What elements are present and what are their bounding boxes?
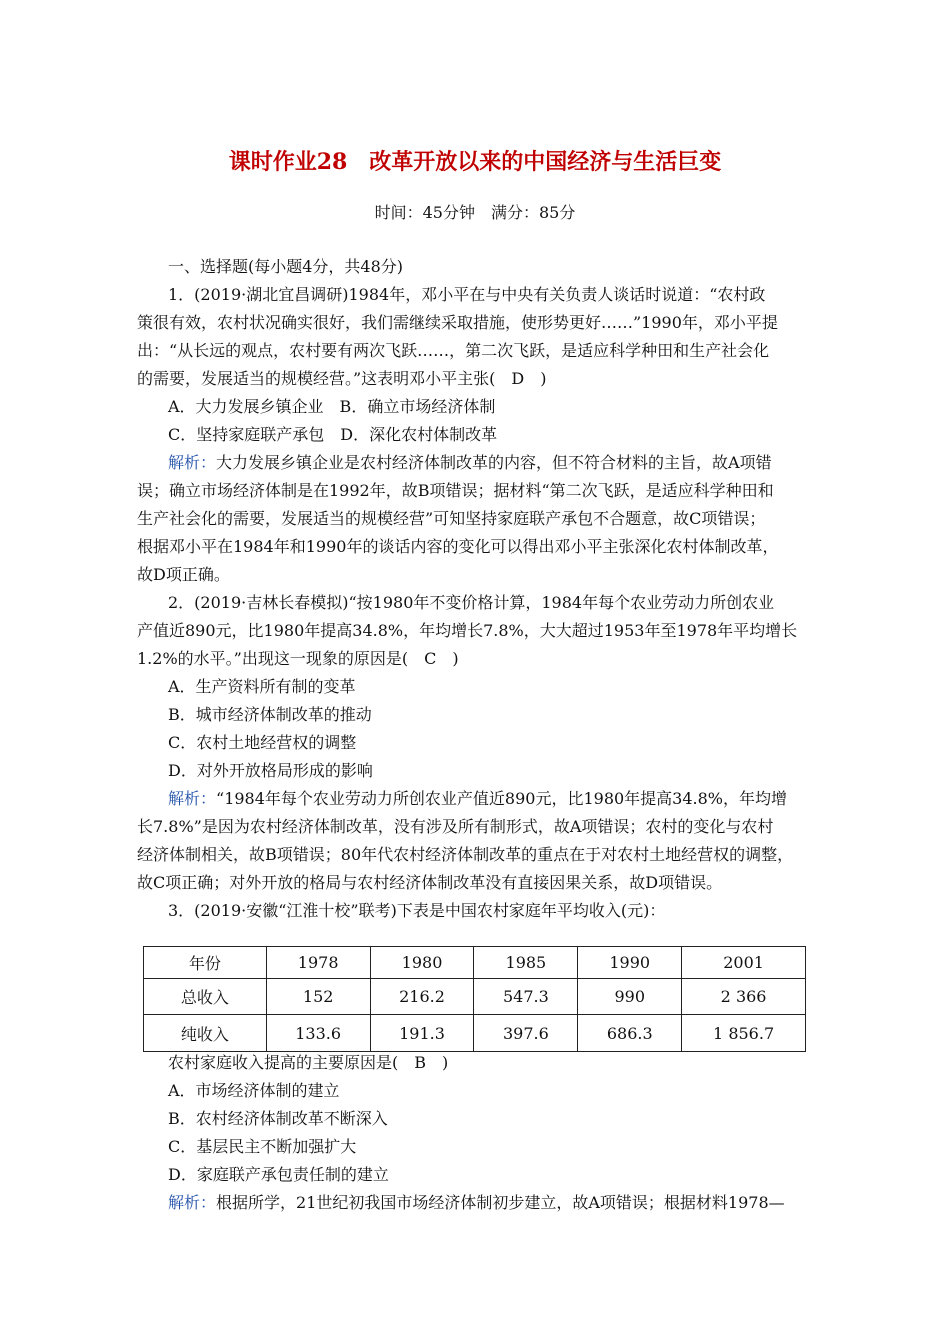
analysis-label: 解析： (168, 789, 217, 808)
table-cell: 2 366 (682, 979, 806, 1015)
table-cell: 547.3 (474, 979, 578, 1015)
q1-stem-line: 的需要，发展适当的规模经营。”这表明邓小平主张( D ) (137, 369, 547, 388)
table-row (144, 1015, 806, 1052)
q3-analysis-text: 根据所学，21世纪初我国市场经济体制初步建立，故A项错误；根据材料1978— (216, 1193, 785, 1212)
exam-meta: 时间：45分钟 满分：85分 (374, 203, 576, 222)
q2-stem-line: 产值近890元，比1980年提高34.8%，年均增长7.8%，大大超过1953年至1978年平均增长 (137, 621, 798, 640)
q3-option: A．市场经济体制的建立 (168, 1081, 340, 1100)
table-header-cell: 1990 (578, 947, 682, 979)
table-row (144, 979, 806, 1015)
table-header-cell: 年份 (144, 947, 267, 979)
table-cell: 990 (578, 979, 682, 1015)
table-header-cell: 1985 (474, 947, 578, 979)
q2-analysis-line (168, 788, 787, 810)
table-header-cell: 1978 (266, 947, 370, 979)
table-cell: 191.3 (370, 1015, 474, 1052)
q2-option: B．城市经济体制改革的推动 (168, 705, 372, 724)
q1-analysis-line: 根据邓小平在1984年和1990年的谈话内容的变化可以得出邓小平主张深化农村体制改革， (137, 537, 779, 556)
q2-analysis-line: 故C项正确；对外开放的格局与农村经济体制改革没有直接因果关系，故D项错误。 (137, 873, 723, 892)
page-title: 课时作业28 改革开放以来的中国经济与生活巨变 (228, 149, 722, 175)
table-cell: 216.2 (370, 979, 474, 1015)
table-cell: 686.3 (578, 1015, 682, 1052)
q3-question: 农村家庭收入提高的主要原因是( B ) (168, 1053, 449, 1072)
q3-option: D．家庭联产承包责任制的建立 (168, 1165, 389, 1184)
table-header-cell: 2001 (682, 947, 806, 979)
q3-stem: 3．(2019·安徽“江淮十校”联考)下表是中国农村家庭年平均收入(元)： (168, 901, 666, 920)
q2-option: A．生产资料所有制的变革 (168, 677, 356, 696)
q1-analysis-line: 生产社会化的需要，发展适当的规模经营”可知坚持家庭联产承包不合题意，故C项错误； (137, 509, 766, 528)
table-header-cell: 1980 (370, 947, 474, 979)
q2-analysis-line: 经济体制相关，故B项错误；80年代农村经济体制改革的重点在于对农村土地经营权的调整， (137, 845, 794, 864)
q2-analysis-text: “1984年每个农业劳动力所创农业产值近890元，比1980年提高34.8%，年均增 (216, 789, 788, 808)
q2-analysis-line: 长7.8%”是因为农村经济体制改革，没有涉及所有制形式，故A项错误；农村的变化与农村 (137, 817, 774, 836)
q1-analysis-line: 故D项正确。 (137, 565, 230, 584)
analysis-label: 解析： (168, 1193, 217, 1212)
section-heading: 一、选择题(每小题4分，共48分) (168, 257, 404, 276)
q2-option: D．对外开放格局形成的影响 (168, 761, 373, 780)
table-cell: 133.6 (266, 1015, 370, 1052)
income-table (143, 946, 806, 1052)
table-cell: 397.6 (474, 1015, 578, 1052)
q1-analysis-line (168, 452, 772, 474)
q1-options-cd: C．坚持家庭联产承包 D．深化农村体制改革 (168, 425, 498, 444)
analysis-label: 解析： (168, 453, 217, 472)
table-cell: 152 (266, 979, 370, 1015)
table-cell: 1 856.7 (682, 1015, 806, 1052)
q2-stem-line: 2．(2019·吉林长春模拟)“按1980年不变价格计算，1984年每个农业劳动力所创农业 (168, 593, 775, 612)
q3-option: C．基层民主不断加强扩大 (168, 1137, 357, 1156)
table-cell: 纯收入 (144, 1015, 267, 1052)
q2-stem-line: 1.2%的水平。”出现这一现象的原因是( C ) (137, 649, 459, 668)
q1-stem-line: 出：“从长远的观点，农村要有两次飞跃……，第二次飞跃，是适应科学种田和生产社会化 (137, 341, 770, 360)
q1-stem-line: 1．(2019·湖北宜昌调研)1984年，邓小平在与中央有关负责人谈话时说道：“农村政 (168, 285, 766, 304)
q1-options-ab: A．大力发展乡镇企业 B．确立市场经济体制 (168, 397, 496, 416)
q1-stem-line: 策很有效，农村状况确实很好，我们需继续采取措施，使形势更好……”1990年，邓小平提 (137, 313, 778, 332)
q2-option: C．农村土地经营权的调整 (168, 733, 357, 752)
table-header-row (144, 947, 806, 979)
q1-analysis-text: 大力发展乡镇企业是农村经济体制改革的内容，但不符合材料的主旨，故A项错 (216, 453, 772, 472)
q3-option: B．农村经济体制改革不断深入 (168, 1109, 388, 1128)
q1-analysis-line: 误；确立市场经济体制是在1992年，故B项错误；据材料“第二次飞跃，是适应科学种田和 (137, 481, 774, 500)
q3-analysis-line (168, 1192, 785, 1214)
table-cell: 总收入 (144, 979, 267, 1015)
